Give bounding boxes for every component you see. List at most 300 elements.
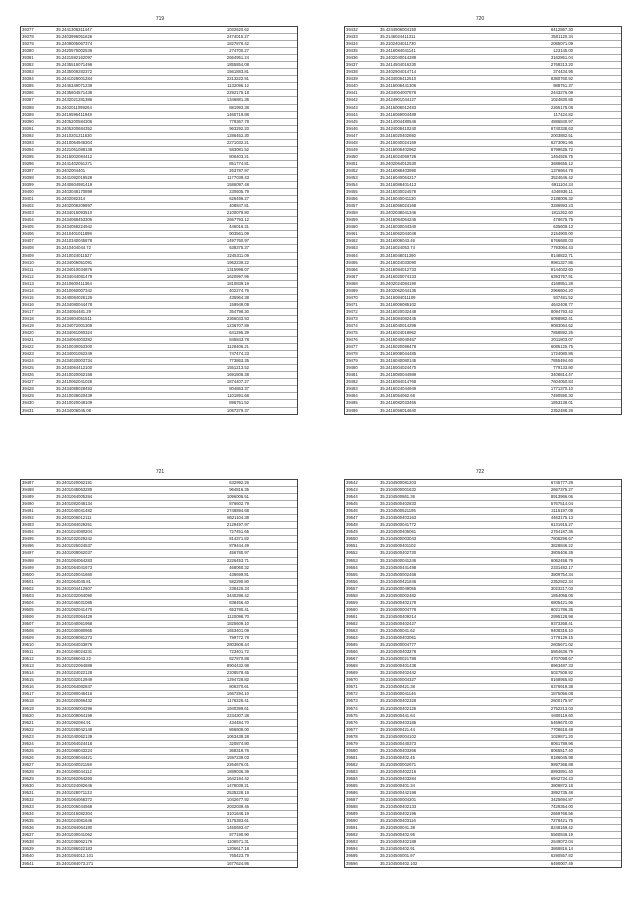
value-cell: 1561883.81: [226, 69, 249, 75]
coordinate-cell: 35.2434061060324: [56, 330, 93, 336]
value-cell: 838456.40: [229, 599, 249, 605]
value-cell: 8144032.60: [550, 266, 573, 272]
id-cell: 39432: [346, 27, 358, 32]
coordinate-cell: 35.2402008209897: [56, 203, 93, 209]
id-cell: 39514: [22, 670, 34, 676]
id-cell: 39466: [346, 266, 358, 272]
table-row: [345, 649, 621, 656]
id-cell: 39494: [22, 529, 34, 535]
coordinate-cell: 35.2435604571438: [56, 90, 93, 96]
id-cell: 39586: [346, 790, 358, 796]
id-cell: 39561: [346, 613, 358, 619]
value-cell: 8248159.42: [550, 825, 573, 831]
id-cell: 39422: [22, 344, 34, 350]
id-cell: 39541: [22, 860, 34, 866]
value-cell: 3023217.03: [550, 585, 573, 591]
table-row: [21, 316, 297, 323]
coordinate-cell: 35.2104500049055: [380, 585, 417, 591]
id-cell: 39511: [22, 649, 34, 655]
coordinate-cell: 35.2104500440373: [380, 740, 417, 746]
coordinate-cell: 35.2104500041.38: [380, 825, 415, 831]
id-cell: 39588: [346, 804, 358, 810]
table-row: [345, 55, 621, 62]
table-row: [21, 565, 297, 572]
id-cell: 39425: [22, 365, 34, 371]
value-cell: 1101891.68: [227, 393, 249, 399]
coordinate-cell: 35.2401036062176: [56, 839, 93, 845]
value-cell: 4463175.13: [550, 515, 573, 521]
value-cell: 3868816.14: [550, 846, 573, 852]
coordinate-cell: 35.2416024069728: [380, 153, 417, 159]
coordinate-cell: 35.2434080044478: [56, 301, 93, 307]
id-cell: 39536: [22, 825, 34, 831]
table-row: [21, 260, 297, 267]
table-row: [345, 762, 621, 769]
id-cell: 39487: [22, 480, 34, 485]
value-cell: 1811262.60: [551, 210, 573, 216]
id-cell: 39412: [22, 273, 34, 279]
coordinate-cell: 35.2403996051626: [56, 34, 93, 40]
coordinate-cell: 35.2104500403278: [380, 649, 417, 655]
table-row: [345, 832, 621, 839]
table-row: [21, 337, 297, 344]
coordinate-cell: 35.2401028071133: [56, 790, 92, 796]
coordinate-cell: 35.2416082033465: [380, 400, 417, 406]
value-cell: 806370.61: [229, 684, 249, 690]
table-row: [345, 358, 621, 365]
coordinate-cell: 35.2434088028493: [56, 386, 93, 392]
coordinate-cell: 35.2416006012483: [380, 104, 417, 110]
table-row: [345, 635, 621, 642]
id-cell: 39462: [346, 238, 358, 244]
id-cell: 39524: [22, 740, 34, 746]
value-cell: 1029871.20: [550, 733, 573, 739]
table-row: [345, 386, 621, 393]
table-row: [21, 224, 297, 231]
value-cell: 8168955.82: [550, 677, 573, 683]
coordinate-cell: 35.2416084014768: [380, 379, 417, 385]
id-cell: 39589: [346, 811, 358, 817]
table-row: [345, 288, 621, 295]
table-row: [21, 351, 297, 358]
value-cell: 6085125.75: [550, 344, 573, 350]
coordinate-cell: 35.2402004401: [56, 167, 86, 173]
id-cell: 39414: [22, 287, 34, 293]
coordinate-cell: 35.2416084041141: [380, 48, 416, 54]
coordinate-cell: 35.2434006051091: [56, 259, 93, 265]
value-cell: 779133.80: [553, 365, 573, 371]
table-row: [21, 344, 297, 351]
value-cell: 964816.35: [229, 487, 249, 493]
value-cell: 1376664.78: [550, 167, 573, 173]
coordinate-cell: 35.2415002084412: [56, 153, 93, 159]
table-row: [21, 790, 297, 797]
id-cell: 39457: [346, 203, 358, 209]
table-row: [21, 400, 297, 407]
value-cell: 9083064.62: [550, 322, 573, 328]
coordinate-cell: 35.2416020074133: [380, 273, 417, 279]
value-cell: 5767514.04: [550, 501, 573, 507]
table-row: [21, 684, 297, 691]
value-cell: 6290557.82: [550, 853, 573, 859]
table-row: [345, 400, 621, 407]
id-cell: 39419: [22, 322, 34, 328]
value-cell: 1464926.75: [550, 153, 573, 159]
value-cell: 9981327.86: [550, 259, 573, 265]
coordinate-cell: 35.2401040021158: [56, 761, 92, 767]
id-cell: 39388: [22, 104, 34, 110]
coordinate-cell: 35.2416084064245: [380, 217, 417, 223]
id-cell: 39463: [346, 245, 358, 251]
coordinate-cell: 35.2405200584306: [56, 118, 93, 124]
id-cell: 39477: [346, 344, 358, 350]
value-cell: 238425.34: [229, 585, 249, 591]
value-cell: 903561.09: [229, 231, 249, 237]
coordinate-cell: 35.2401032064090: [56, 592, 93, 598]
value-cell: 1236707.89: [226, 322, 249, 328]
id-cell: 39545: [346, 501, 358, 507]
coordinate-cell: 35.2401032029242: [56, 536, 93, 542]
coordinate-cell: 35.2416066024168: [380, 203, 417, 209]
table-row: [21, 572, 297, 579]
id-cell: 39557: [346, 585, 358, 591]
table-row: [21, 408, 297, 414]
coordinate-cell: 35.2104500041146: [380, 691, 416, 697]
id-cell: 39452: [346, 167, 358, 173]
coordinate-cell: 35.2410038020439: [56, 393, 93, 399]
id-cell: 39421: [22, 337, 34, 343]
id-cell: 39416: [22, 301, 34, 307]
id-cell: 39571: [346, 684, 358, 690]
value-cell: 1827878.42: [226, 41, 249, 47]
table-row: [21, 126, 297, 133]
table-row: [21, 231, 297, 238]
id-cell: 39592: [346, 832, 358, 838]
id-cell: 39513: [22, 663, 34, 669]
table-row: [21, 189, 297, 196]
id-cell: 39442: [346, 97, 358, 103]
coordinate-cell: 35.2104500402216: [380, 768, 417, 774]
table-row: [345, 614, 621, 621]
table-row: [345, 783, 621, 790]
id-cell: 39478: [346, 351, 358, 357]
coordinate-cell: 35.2104500403185: [380, 719, 417, 725]
table-row: [21, 818, 297, 825]
value-cell: 2667375.27: [550, 487, 573, 493]
coordinate-cell: 35.2402082314: [56, 196, 86, 202]
table-row: [345, 337, 621, 344]
coordinate-cell: 35.2104500861.36: [380, 494, 415, 500]
value-cell: 2605671.02: [550, 642, 573, 648]
value-cell: 434484.70: [229, 719, 249, 725]
id-cell: 39444: [346, 111, 358, 117]
id-cell: 39408: [22, 245, 34, 251]
value-cell: 1677624.86: [226, 860, 249, 866]
coordinate-cell: 35.2416088401413: [380, 182, 417, 188]
coordinate-cell: 35.2441306311447: [56, 27, 92, 32]
value-cell: 159949.09: [229, 301, 249, 307]
table-row: [21, 393, 297, 400]
id-cell: 39406: [22, 231, 34, 237]
id-cell: 39539: [22, 846, 34, 852]
table-row: [21, 846, 297, 853]
coordinate-cell: 35.2410020062158: [56, 372, 93, 378]
value-cell: 9897368.88: [550, 761, 573, 767]
id-cell: 39576: [346, 719, 358, 725]
id-cell: 39523: [22, 733, 34, 739]
coordinate-cell: 35.2416020402692: [380, 132, 417, 138]
value-cell: 806403.21: [229, 153, 249, 159]
coordinate-cell: 35.2416088403980: [380, 167, 417, 173]
table-row: [21, 529, 297, 536]
coordinate-cell: 35.2104500403061: [380, 635, 417, 641]
id-cell: 39593: [346, 839, 358, 845]
coordinate-cell: 35.2104500441.64: [380, 712, 415, 718]
table-row: [21, 210, 297, 217]
table-row: [345, 706, 621, 713]
table-row: [21, 607, 297, 614]
id-cell: 39453: [346, 174, 358, 180]
coordinate-cell: 35.2401064082847: [56, 684, 93, 690]
table-row: [345, 748, 621, 755]
id-cell: 39531: [22, 790, 34, 796]
table-row: [21, 543, 297, 550]
coordinate-cell: 35.2410404044.72: [56, 245, 91, 251]
table-row: [21, 720, 297, 727]
table-row: [345, 663, 621, 670]
table-row: [21, 621, 297, 628]
value-cell: 2271032.21: [226, 139, 249, 145]
coordinate-cell: 35.2434020003734: [56, 358, 93, 364]
id-cell: 39401: [22, 196, 34, 202]
table-row: [21, 586, 297, 593]
id-cell: 39436: [346, 55, 358, 61]
coordinate-cell: 35.2434064412100: [56, 365, 93, 371]
id-cell: 39420: [22, 330, 34, 336]
coordinate-cell: 35.2401006004296: [56, 705, 93, 711]
id-cell: 39486: [346, 407, 358, 413]
coordinate-cell: 35.2414004480546: [380, 118, 417, 124]
value-cell: 2352922.34: [550, 578, 573, 584]
table-row: [345, 522, 621, 529]
coordinate-cell: 35.2416006043.46: [380, 238, 415, 244]
table-row: [21, 358, 297, 365]
value-cell: 1642194.42: [226, 775, 249, 781]
id-cell: 39558: [346, 592, 358, 598]
coordinate-cell: 35.2401024081646: [56, 818, 93, 824]
coordinate-cell: 35.2104500402.91: [380, 846, 415, 852]
coordinate-cell: 35.2104500002458: [380, 571, 417, 577]
coordinate-cell: 35.2419596411948: [56, 111, 92, 117]
id-cell: 39438: [346, 69, 358, 75]
value-cell: 2352486.26: [550, 407, 573, 413]
id-cell: 39574: [346, 705, 358, 711]
id-cell: 39595: [346, 853, 358, 859]
value-cell: 2443276.09: [550, 90, 573, 96]
value-cell: 456780.97: [229, 550, 249, 556]
value-cell: 2768213.20: [550, 62, 573, 68]
value-cell: 408847.81: [229, 203, 249, 209]
id-cell: 39591: [346, 825, 358, 831]
id-cell: 39559: [346, 599, 358, 605]
coordinate-cell: 35.2104500402.95: [380, 832, 415, 838]
value-cell: 727451.65: [229, 529, 249, 535]
coordinate-cell: 35.2410340045878: [56, 238, 93, 244]
value-cell: 1551213.52: [226, 365, 249, 371]
id-cell: 39384: [22, 76, 34, 82]
table-row: [345, 316, 621, 323]
table-row: [21, 600, 297, 607]
table-row: [21, 140, 297, 147]
id-cell: 39409: [22, 252, 34, 258]
coordinate-cell: 35.2410020048109: [56, 400, 93, 406]
value-cell: 1294728.82: [226, 677, 249, 683]
value-cell: 6805421.96: [550, 599, 573, 605]
coordinate-cell: 35.2434001052249: [56, 351, 93, 357]
table-row: [345, 76, 621, 83]
id-cell: 39580: [346, 747, 358, 753]
coordinate-cell: 35.2401046031085: [56, 599, 93, 605]
id-cell: 39505: [22, 606, 34, 612]
table-row: [345, 274, 621, 281]
id-cell: 39470: [346, 294, 358, 300]
value-cell: 436699.81: [229, 571, 249, 577]
page-722: [320, 453, 640, 905]
value-cell: 8963487.33: [550, 663, 573, 669]
data-table: [344, 479, 622, 868]
table-row: [345, 133, 621, 140]
table-row: [345, 372, 621, 379]
value-cell: 478675.75: [553, 217, 573, 223]
value-cell: 1855854.08: [226, 62, 249, 68]
id-cell: 39410: [22, 259, 34, 265]
table-row: [345, 330, 621, 337]
id-cell: 39530: [22, 783, 34, 789]
coordinate-cell: 35.2416048011390: [380, 252, 416, 258]
coordinate-cell: 35.2401022064888: [56, 663, 93, 669]
value-cell: 374434.95: [553, 69, 573, 75]
table-row: [21, 330, 297, 337]
id-cell: 39560: [346, 606, 358, 612]
id-cell: 39540: [22, 853, 34, 859]
value-cell: 4886840.97: [550, 118, 573, 124]
table-row: [345, 853, 621, 860]
value-cell: 2803606.44: [226, 642, 249, 648]
value-cell: 7793064.43: [550, 245, 573, 251]
coordinate-cell: 35.2104500402.45: [380, 754, 415, 760]
table-row: [21, 515, 297, 522]
value-cell: 6911104.24: [551, 182, 573, 188]
value-cell: 1177039.43: [227, 174, 249, 180]
value-cell: 2245311.09: [227, 252, 249, 258]
coordinate-cell: 35.2410030053300: [56, 344, 93, 350]
table-row: [345, 508, 621, 515]
table-row: [345, 245, 621, 252]
table-row: [345, 97, 621, 104]
id-cell: 39502: [22, 585, 34, 591]
value-cell: 2664951.24: [226, 55, 249, 61]
table-row: [345, 393, 621, 400]
id-cell: 39512: [22, 656, 34, 662]
id-cell: 39552: [346, 550, 358, 556]
coordinate-cell: 35.2401084073.271: [56, 860, 94, 866]
id-cell: 39413: [22, 280, 34, 286]
coordinate-cell: 35.2401004412607: [56, 585, 93, 591]
coordinate-cell: 35.2445349071239: [56, 83, 93, 89]
table-row: [345, 846, 621, 853]
page-number: 720: [475, 16, 485, 22]
coordinate-cell: 35.2416040041130: [380, 196, 416, 202]
value-cell: 1620997.95: [226, 273, 249, 279]
table-row: [21, 295, 297, 302]
id-cell: 39491: [22, 508, 34, 514]
data-table: [20, 26, 298, 415]
value-cell: 3501120.34: [551, 34, 573, 40]
coordinate-cell: 35.2401064066372: [56, 797, 93, 803]
value-cell: 2234307.38: [226, 712, 249, 718]
value-cell: 2895128.98: [550, 613, 573, 619]
id-cell: 39454: [346, 182, 358, 188]
coordinate-cell: 35.2402904014714: [380, 69, 417, 75]
id-cell: 39402: [22, 203, 34, 209]
table-row: [345, 769, 621, 776]
value-cell: 845843.78: [229, 337, 249, 343]
coordinate-cell: 35.2104500004201: [380, 797, 417, 803]
coordinate-cell: 35.2410062041026: [56, 379, 93, 385]
id-cell: 39554: [346, 564, 358, 570]
value-cell: 1206617.18: [226, 846, 249, 852]
table-row: [21, 175, 297, 182]
coordinate-cell: 35.2104500401.34: [380, 783, 415, 789]
id-cell: 39468: [346, 280, 358, 286]
table-row: [345, 224, 621, 231]
coordinate-cell: 35.2104500403284: [380, 775, 417, 781]
table-row: [21, 741, 297, 748]
value-cell: 2032039.45: [226, 804, 249, 810]
coordinate-cell: 35.2104500002671: [380, 761, 417, 767]
id-cell: 39529: [22, 775, 34, 781]
id-cell: 39391: [22, 125, 34, 131]
id-cell: 39519: [22, 705, 34, 711]
id-cell: 39549: [346, 529, 358, 535]
id-cell: 39424: [22, 358, 34, 364]
value-cell: 1497760.97: [226, 238, 249, 244]
id-cell: 39570: [346, 677, 358, 683]
value-cell: 402274.76: [229, 287, 249, 293]
id-cell: 39390: [22, 118, 34, 124]
value-cell: 2265175.08: [550, 104, 573, 110]
value-cell: 3425694.87: [550, 797, 573, 803]
table-row: [345, 861, 621, 867]
id-cell: 39521: [22, 719, 34, 725]
table-row: [345, 48, 621, 55]
table-row: [21, 501, 297, 508]
coordinate-cell: 35.2416040064217: [380, 174, 417, 180]
id-cell: 39389: [22, 111, 34, 117]
table-row: [345, 161, 621, 168]
table-row: [21, 119, 297, 126]
page-720: [320, 0, 640, 452]
id-cell: 39417: [22, 308, 34, 314]
value-cell: 2154900.00: [550, 231, 573, 237]
table-row: [21, 861, 297, 867]
coordinate-cell: 35.2441082019528: [56, 174, 93, 180]
coordinate-cell: 35.2401006044568: [56, 804, 93, 810]
value-cell: 3440296.42: [226, 592, 249, 598]
coordinate-cell: 35.2416069004489: [380, 111, 417, 117]
value-cell: 2748894.68: [226, 508, 249, 514]
page-number: 721: [155, 469, 165, 475]
